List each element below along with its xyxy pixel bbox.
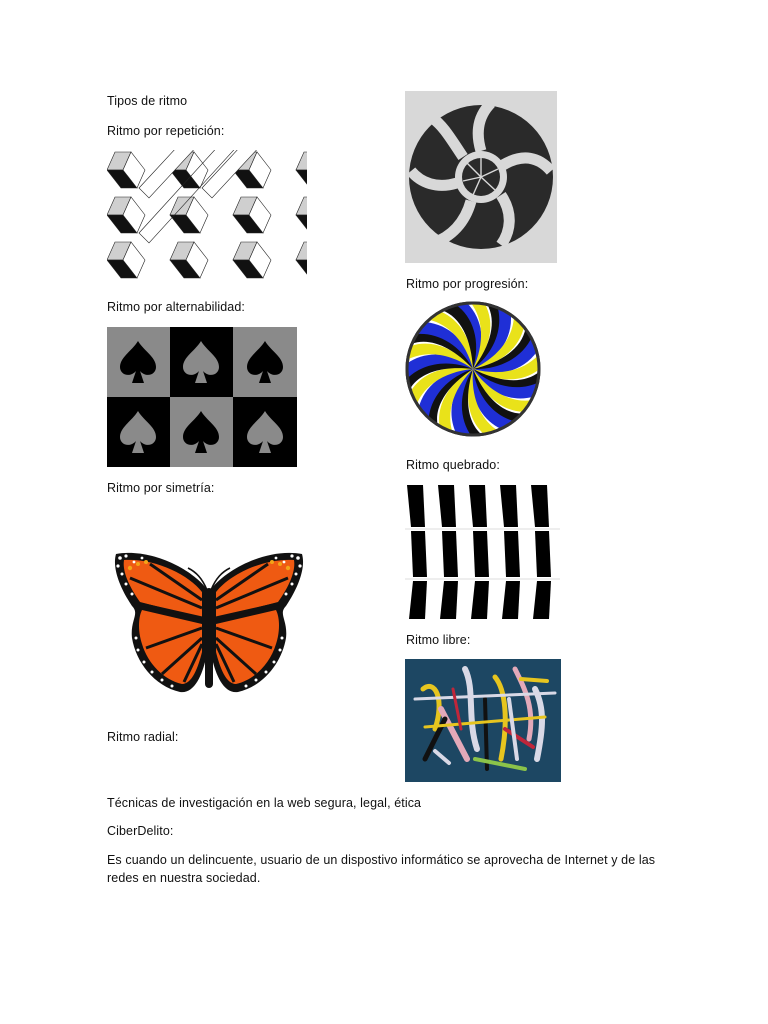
heading-tipos-de-ritmo: Tipos de ritmo xyxy=(107,94,188,108)
label-ritmo-radial: Ritmo radial: xyxy=(107,730,179,744)
ciberdelito-paragraph: Es cuando un delincuente, usuario de un dispostivo informático se aprovecha de Internet y de las redes en nuestra sociedad. xyxy=(107,853,656,885)
quebrado-figure xyxy=(405,483,560,621)
label-ritmo-quebrado: Ritmo quebrado: xyxy=(406,458,500,472)
repeticion-pattern-figure xyxy=(107,150,307,282)
radial-figure xyxy=(405,91,557,263)
label-ritmo-simetria: Ritmo por simetría: xyxy=(107,481,215,495)
alternabilidad-spades-figure xyxy=(107,327,297,467)
progresion-pinwheel-figure xyxy=(405,301,541,437)
label-ritmo-progresion: Ritmo por progresión: xyxy=(406,277,529,291)
label-ritmo-libre: Ritmo libre: xyxy=(406,633,471,647)
label-ritmo-repeticion: Ritmo por repetición: xyxy=(107,124,225,138)
tecnicas-line: Técnicas de investigación en la web segura, legal, ética xyxy=(107,796,422,810)
label-ritmo-alternabilidad: Ritmo por alternabilidad: xyxy=(107,300,245,314)
libre-abstract-figure xyxy=(405,659,561,782)
simetria-butterfly-figure xyxy=(110,548,308,696)
ciberdelito-heading: CiberDelito: xyxy=(107,824,174,838)
